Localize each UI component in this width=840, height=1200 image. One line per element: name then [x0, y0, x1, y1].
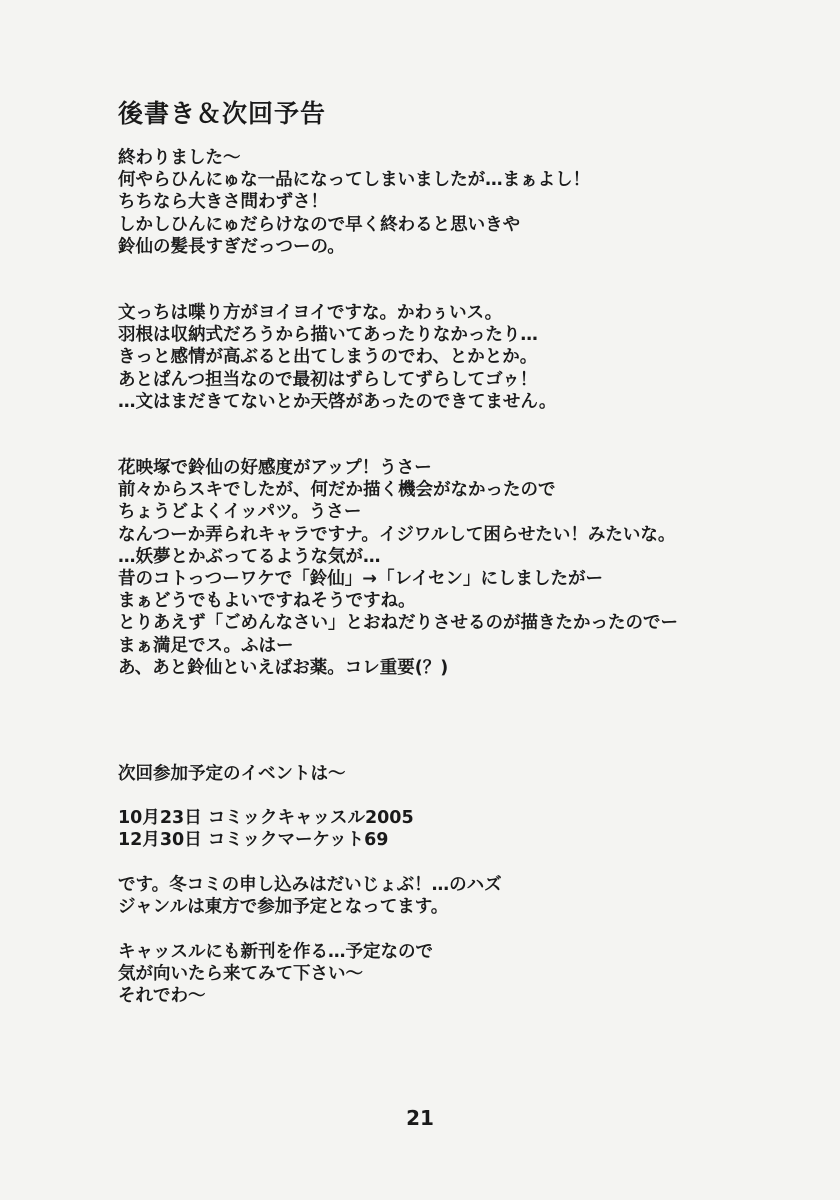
text-line: 気が向いたら来てみて下さい～: [118, 964, 363, 985]
paragraph-comiket: [118, 874, 502, 918]
text-line: あとぱんつ担当なので最初はずらしてずらしてゴゥ！: [118, 369, 538, 390]
event-list: [118, 807, 414, 851]
text-line: ちちなら大きさ問わずさ！: [118, 192, 328, 213]
text-line: しかしひんにゅだらけなので早く終わると思いきや: [118, 214, 521, 235]
event-item: 12月30日 コミックマーケット69: [118, 830, 389, 851]
text-line: 何やらひんにゅな一品になってしまいましたが…まぁよし！: [118, 170, 591, 191]
text-line: なんつーか弄られキャラですナ。イジワルして困らせたい！みたいな。: [118, 524, 676, 545]
text-line: とりあえず「ごめんなさい」とおねだりさせるのが描きたかったのでー: [118, 613, 678, 634]
text-line: きっと感情が高ぶると出てしまうのでわ、とかとか。: [118, 347, 538, 368]
text-line: まぁどうでもよいですねそうですね。: [118, 591, 416, 612]
text-line: …妖夢とかぶってるような気が…: [118, 546, 381, 567]
text-line: あ、あと鈴仙といえばお薬。コレ重要(？): [118, 657, 449, 678]
text-line: 花映塚で鈴仙の好感度がアップ！うさー: [118, 458, 432, 478]
page-number: 21: [406, 1106, 434, 1130]
event-item: 10月23日 コミックキャッスル2005: [118, 808, 414, 828]
text-line: 羽根は収納式だろうから描いてあったりなかったり…: [118, 325, 538, 346]
text-line: 鈴仙の髪長すぎだっつーの。: [118, 236, 345, 257]
text-line: 次回参加予定のイベントは～: [118, 764, 346, 784]
text-line: 昔のコトっつーワケで「鈴仙」→「レイセン」にしましたがー: [118, 569, 604, 590]
paragraph-aya: [118, 302, 556, 413]
text-line: です。冬コミの申し込みはだいじょぶ！…のハズ: [118, 875, 502, 895]
text-line: ジャンルは東方で参加予定となってます。: [118, 897, 449, 918]
paragraph-afterword: [118, 147, 590, 258]
paragraph-events-heading: [118, 763, 346, 785]
paragraph-reisen: [118, 457, 678, 679]
text-line: ちょうどよくイッパツ。うさー: [118, 502, 362, 523]
text-line: 終わりました～: [118, 148, 241, 168]
text-line: 文っちは喋り方がヨイヨイですな。かわぅいス。: [118, 303, 503, 323]
paragraph-closing: [118, 941, 433, 1008]
text-line: それでわ～: [118, 986, 206, 1007]
text-line: …文はまだきてないとか天啓があったのできてません。: [118, 391, 557, 412]
text-line: まぁ満足でス。ふはー: [118, 635, 294, 656]
page-title: 後書き＆次回予告: [118, 99, 327, 128]
text-line: 前々からスキでしたが、何だか描く機会がなかったので: [118, 480, 556, 501]
text-line: キャッスルにも新刊を作る…予定なので: [118, 942, 433, 962]
